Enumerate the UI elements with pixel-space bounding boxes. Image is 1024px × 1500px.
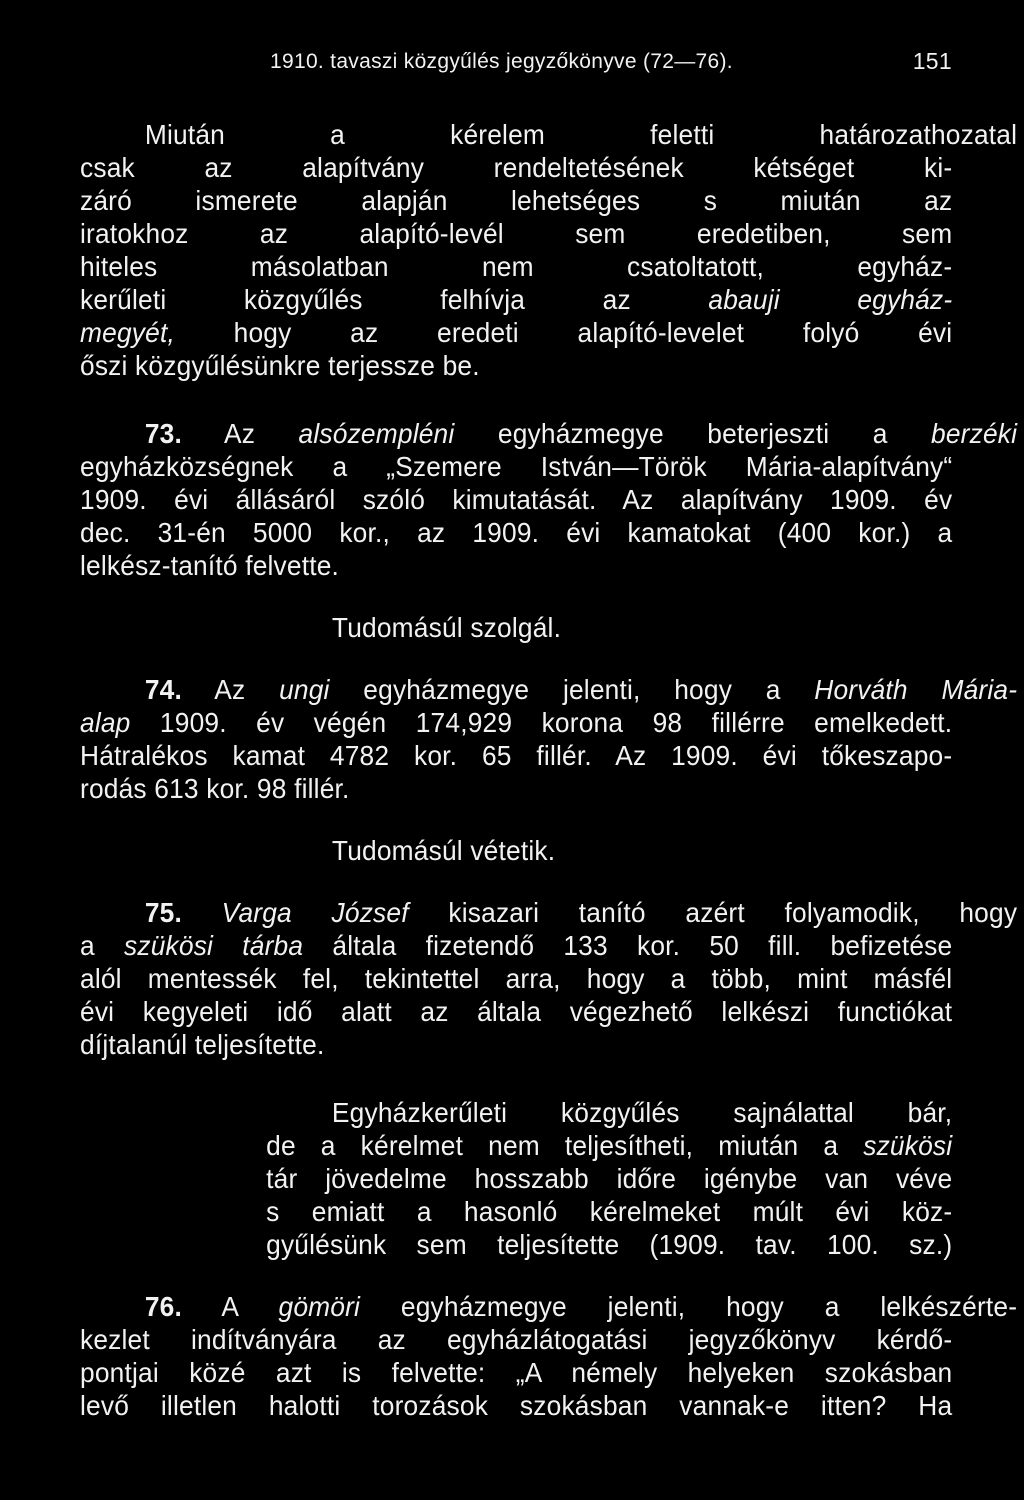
text-run: Az xyxy=(182,674,280,705)
italic-name: alsózempléni xyxy=(298,418,455,449)
text-line: évi kegyeleti idő alatt az általa végezhető lelkészi functiókat xyxy=(80,996,953,1027)
item-number: 73. xyxy=(144,418,183,449)
text-line: pontjai közé azt is felvette: „A némely helyeken szokásban xyxy=(80,1357,953,1388)
text-line: levő illetlen halotti torozások szokásban vannak-e itten? Ha xyxy=(80,1390,953,1421)
text-run: a xyxy=(80,930,125,961)
text-run: egyházmegye jelenti, hogy a xyxy=(329,674,815,705)
text-line: őszi közgyűlésünkre terjessze be. xyxy=(80,350,480,381)
text-line: rodás 613 kor. 98 fillér. xyxy=(80,773,350,804)
text-line xyxy=(80,283,952,316)
text-line: záró ismerete alapján lehetséges s miután az xyxy=(80,185,953,216)
text-line: lelkész-tanító felvette. xyxy=(80,550,340,581)
text-run: hogy az eredeti alapító-levelet folyó évi xyxy=(174,317,953,348)
item-75 xyxy=(80,896,1018,1061)
italic-name: Varga József xyxy=(221,897,409,928)
text-line: 1909. évi állásáról szóló kimutatását. Az alapítvány 1909. év xyxy=(80,484,953,515)
italic-name: abauji egyház- xyxy=(708,284,953,315)
item-74 xyxy=(80,673,1018,805)
text-run: általa fizetendő 133 kor. 50 fill. befizetése xyxy=(303,930,953,961)
italic-name: gömöri xyxy=(278,1291,361,1322)
text-line: kezlet indítványára az egyházlátogatási jegyzőkönyv kérdő- xyxy=(80,1324,953,1355)
item-73 xyxy=(80,417,1018,582)
text-run: kerűleti közgyűlés felhívja az xyxy=(80,284,709,315)
text-line: díjtalanúl teljesítette. xyxy=(80,1029,325,1060)
text-run: kisazari tanító azért folyamodik, hogy xyxy=(408,897,1018,928)
text-line: csak az alapítvány rendeltetésének kétséget ki- xyxy=(80,152,953,183)
text-run: egyházmegye jelenti, hogy a lelkészérte- xyxy=(360,1291,1018,1322)
text-run: 1909. év végén 174,929 korona 98 fillérre emelkedett. xyxy=(130,707,953,738)
resolution-73: Tudomásúl szolgál. xyxy=(331,612,562,643)
text-line xyxy=(80,896,1017,929)
item-number: 75. xyxy=(144,897,183,928)
text-line: Hátralékos kamat 4782 kor. 65 fillér. Az 1909. évi tőkeszapo- xyxy=(80,740,953,771)
resolution-72 xyxy=(80,118,1018,382)
italic-name: berzéki xyxy=(930,418,1018,449)
text-line: s emiatt a hasonló kérelmeket múlt évi köz- xyxy=(266,1196,953,1227)
item-number: 74. xyxy=(144,674,183,705)
italic-name: szükösi xyxy=(863,1130,953,1161)
item-76 xyxy=(80,1290,1018,1422)
text-line: tár jövedelme hosszabb időre igénybe van véve xyxy=(266,1163,953,1194)
text-line xyxy=(80,417,1017,450)
italic-name: ungi xyxy=(279,674,330,705)
text-run: egyházmegye beterjeszti a xyxy=(454,418,931,449)
text-line: Miután a kérelem feletti határozathozatal xyxy=(144,119,1018,150)
resolution-74: Tudomásúl vétetik. xyxy=(331,835,556,866)
text-line: Egyházkerűleti közgyűlés sajnálattal bár, xyxy=(331,1097,953,1128)
text-line xyxy=(80,1290,1017,1323)
text-line: gyűlésünk sem teljesítette (1909. tav. 100. sz.) xyxy=(266,1229,953,1260)
text-line: egyházközségnek a „Szemere István—Török Mária-alapítvány“ xyxy=(80,451,953,482)
text-line xyxy=(80,316,952,349)
running-title: 1910. tavaszi közgyűlés jegyzőkönyve (72—76). xyxy=(270,50,733,73)
text-line xyxy=(80,929,952,962)
text-run: A xyxy=(182,1291,279,1322)
italic-name: Horváth Mária- xyxy=(814,674,1018,705)
text-line: dec. 31-én 5000 kor., az 1909. évi kamatokat (400 kor.) a xyxy=(80,517,953,548)
page-number: 151 xyxy=(912,48,952,74)
italic-name: szükösi tárba xyxy=(124,930,304,961)
text-line xyxy=(80,706,952,739)
text-run: de a kérelmet nem teljesítheti, miután a xyxy=(266,1130,864,1161)
text-line: hiteles másolatban nem csatoltatott, egyház- xyxy=(80,251,953,282)
italic-name: alap xyxy=(80,707,131,738)
italic-name: megyét, xyxy=(80,317,175,348)
resolution-75 xyxy=(80,1096,952,1261)
text-run: Az xyxy=(182,418,299,449)
text-line: alól mentessék fel, tekintettel arra, hogy a több, mint másfél xyxy=(80,963,953,994)
text-line: iratokhoz az alapító-levél sem eredetiben, sem xyxy=(80,218,953,249)
item-number: 76. xyxy=(144,1291,183,1322)
text-line xyxy=(80,673,1017,706)
page-header xyxy=(80,38,952,78)
text-line xyxy=(80,1129,952,1162)
book-page xyxy=(80,38,1018,1422)
